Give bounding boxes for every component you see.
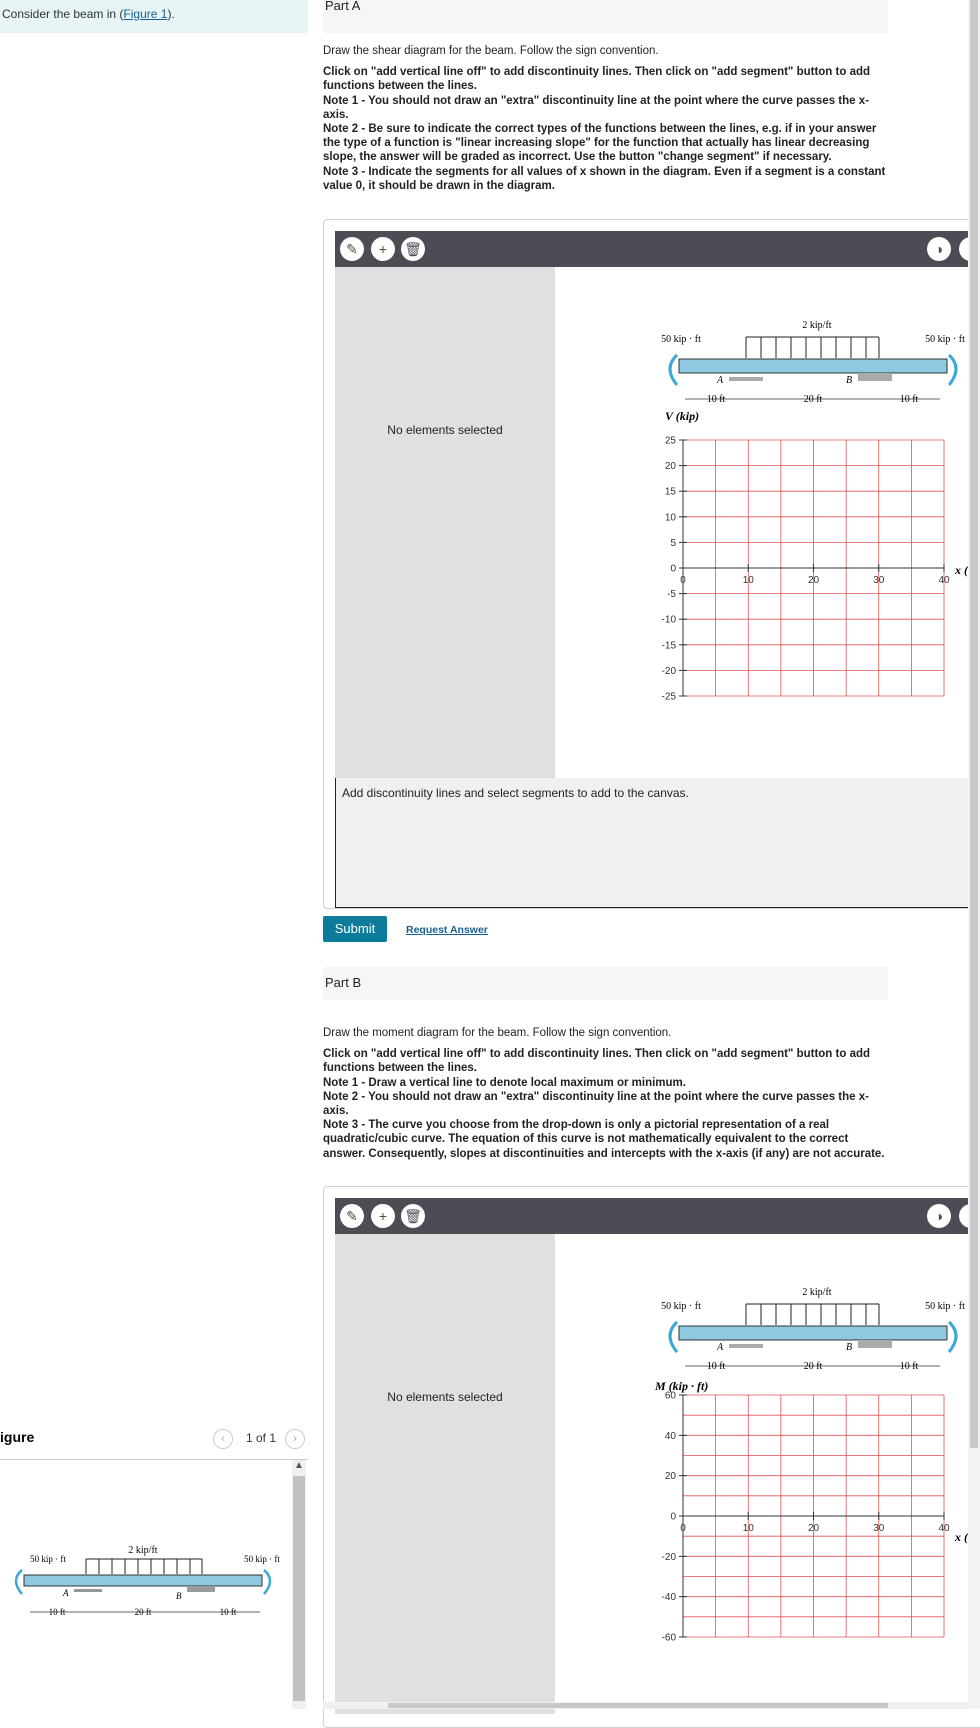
shear-y-tick-label: 15 xyxy=(664,486,676,498)
part-b-note-1: Note 1 - Draw a vertical line to denote local maximum or minimum. xyxy=(323,1076,686,1089)
part-a-note-3: Note 3 - Indicate the segments for all values of x shown in the diagram. Even if a segment is a constant value 0, it should be drawn in the diagram. xyxy=(323,165,886,192)
part-a-instruction: Draw the shear diagram for the beam. Follow the sign convention. xyxy=(323,45,659,57)
no-elements-selected: No elements selected xyxy=(387,1390,503,1404)
page-scroll-thumb[interactable] xyxy=(970,0,978,1448)
moment-y-tick-label: 40 xyxy=(664,1430,676,1442)
shear-y-tick-label: 25 xyxy=(664,435,676,447)
support-b-shape xyxy=(858,1340,892,1348)
dim-label-2: 20 ft xyxy=(803,394,823,405)
part-a-note-0: Click on "add vertical line off" to add discontinuity lines. Then click on "add segment" button to add functions between the lines. xyxy=(323,66,871,93)
shear-x-tick-label: 10 xyxy=(742,575,754,586)
part-a-toolbar xyxy=(335,231,980,267)
load-label: 2 kip/ft xyxy=(128,1545,158,1556)
intro-banner xyxy=(0,0,308,33)
dim-label-1: 10 ft xyxy=(48,1607,66,1617)
shear-y-tick-label: -25 xyxy=(661,691,676,703)
support-a-shape xyxy=(729,1344,763,1348)
shear-y-tick-label: -10 xyxy=(661,614,676,626)
beam-body xyxy=(679,359,947,373)
dim-label-3: 10 ft xyxy=(219,1607,237,1617)
page-scrollbar[interactable] xyxy=(968,0,980,1709)
moment-x-tick-label: 0 xyxy=(680,1523,686,1534)
left-moment-arrow xyxy=(670,1322,677,1352)
shear-y-tick-label: -20 xyxy=(661,665,676,677)
support-a-label: A xyxy=(63,1588,69,1598)
support-b-label: B xyxy=(846,1342,853,1353)
figure-scrollbar[interactable] xyxy=(292,1460,306,1709)
part-b-side-panel xyxy=(335,1234,555,1714)
intro-suffix: ). xyxy=(167,7,175,21)
shear-x-tick-label: 40 xyxy=(938,575,950,586)
part-a-drawing-tool xyxy=(323,219,980,909)
part-a-note-1: Note 1 - You should not draw an "extra" discontinuity line at the point where the curve passes the x-axis. xyxy=(323,94,869,121)
part-a-side-panel xyxy=(335,267,555,778)
trash-icon[interactable]: 🗑 xyxy=(401,1204,425,1228)
dim-label-3: 10 ft xyxy=(899,1361,919,1372)
moment-y-tick-label: 0 xyxy=(670,1511,676,1523)
part-a-title: Part A xyxy=(325,0,361,13)
left-moment-label: 50 kip · ft xyxy=(661,1301,701,1312)
support-b-label: B xyxy=(846,375,853,386)
shear-y-tick-label: -5 xyxy=(667,589,676,601)
shear-diagram-svg xyxy=(555,270,980,778)
figure-scroll-thumb[interactable] xyxy=(293,1476,305,1701)
moment-y-tick-label: 60 xyxy=(664,1390,676,1402)
part-b-toolbar xyxy=(335,1198,980,1234)
shear-y-tick-label: -15 xyxy=(661,640,676,652)
left-moment-label: 50 kip · ft xyxy=(30,1554,66,1564)
x-axis-label: x ( xyxy=(955,563,968,577)
figure-panel-header xyxy=(0,1425,308,1460)
hint-bulb-icon[interactable]: ◑ xyxy=(927,237,951,261)
beam-figure xyxy=(16,1545,280,1617)
right-moment-label: 50 kip · ft xyxy=(925,1301,965,1312)
intro-text xyxy=(2,7,175,21)
part-a-header[interactable] xyxy=(323,0,888,33)
support-a-label: A xyxy=(717,375,724,386)
next-figure-icon[interactable]: › xyxy=(285,1429,305,1449)
moment-y-tick-label: -20 xyxy=(661,1551,676,1563)
submit-button[interactable]: Submit xyxy=(323,916,387,942)
dim-label-1: 10 ft xyxy=(706,394,726,405)
dim-label-2: 20 ft xyxy=(134,1607,152,1617)
support-a-label: A xyxy=(717,1342,724,1353)
add-vertical-line-icon[interactable]: ✎ xyxy=(340,1204,364,1228)
left-moment-label: 50 kip · ft xyxy=(661,334,701,345)
right-moment-arrow xyxy=(949,1322,956,1352)
distributed-load-arrows xyxy=(746,337,879,358)
shear-y-tick-label: 10 xyxy=(664,512,676,524)
horizontal-scroll-thumb[interactable] xyxy=(388,1703,888,1708)
trash-icon[interactable]: 🗑 xyxy=(401,237,425,261)
support-b-shape xyxy=(187,1586,215,1592)
part-b-canvas[interactable] xyxy=(555,1237,980,1714)
right-moment-arrow xyxy=(949,355,956,385)
figure-title: igure xyxy=(0,1429,35,1445)
request-answer-link[interactable]: Request Answer xyxy=(406,924,488,936)
shear-y-tick-label: 20 xyxy=(664,461,676,473)
part-b-drawing-tool xyxy=(323,1186,980,1728)
shear-x-tick-label: 0 xyxy=(680,575,686,586)
part-a-beam xyxy=(661,320,965,405)
moment-grid xyxy=(662,1391,950,1644)
distributed-load-arrows xyxy=(746,1304,879,1325)
right-moment-arrow xyxy=(264,1570,270,1594)
part-a-message-area xyxy=(335,778,980,908)
part-b-note-2: Note 2 - You should not draw an "extra" discontinuity line at the point where the curve passes the x-axis. xyxy=(323,1090,869,1118)
prev-figure-icon[interactable]: ‹ xyxy=(213,1429,233,1449)
part-b-header[interactable] xyxy=(323,967,888,1000)
dim-label-1: 10 ft xyxy=(706,1361,726,1372)
part-b-instructions xyxy=(323,1026,888,1161)
left-moment-arrow xyxy=(670,355,677,385)
beam-body xyxy=(679,1326,947,1340)
support-b-label: B xyxy=(176,1591,182,1601)
moment-y-tick-label: -60 xyxy=(661,1632,676,1644)
shear-x-tick-label: 30 xyxy=(873,575,885,586)
y-axis-label: M (kip · ft) xyxy=(655,1379,709,1393)
intro-prefix: Consider the beam in ( xyxy=(2,7,124,21)
moment-x-tick-label: 40 xyxy=(938,1523,950,1534)
horizontal-scrollbar[interactable] xyxy=(323,1702,968,1709)
part-b-note-3: Note 3 - The curve you choose from the drop-down is only a pictorial representation of a real quadratic/cubic curve. The equation of this curve is not mathematically equivalent to the correct answer. Consequently, slopes at discontinuities and intercepts with the x-axis (if any) are not accurate. xyxy=(323,1119,885,1160)
add-segment-icon[interactable]: + xyxy=(371,237,395,261)
part-a-canvas[interactable] xyxy=(555,270,980,778)
add-segment-icon[interactable]: + xyxy=(371,1204,395,1228)
add-vertical-line-icon[interactable]: ✎ xyxy=(340,237,364,261)
shear-y-tick-label: 5 xyxy=(670,537,676,549)
figure-beam-diagram xyxy=(0,1540,290,1620)
moment-x-tick-label: 30 xyxy=(873,1523,885,1534)
shear-x-tick-label: 20 xyxy=(807,575,820,586)
part-b-beam xyxy=(661,1287,965,1372)
part-b-title: Part B xyxy=(325,975,362,990)
figure-link[interactable]: Figure 1 xyxy=(123,7,168,21)
no-elements-selected: No elements selected xyxy=(387,423,503,437)
moment-y-tick-label: 20 xyxy=(664,1471,676,1483)
dim-label-2: 20 ft xyxy=(803,1361,823,1372)
left-moment-arrow xyxy=(16,1570,22,1594)
support-a-shape xyxy=(74,1589,102,1592)
support-b-shape xyxy=(858,373,892,381)
load-label: 2 kip/ft xyxy=(802,320,832,331)
part-b-note-0: Click on "add vertical line off" to add discontinuity lines. Then click on "add segment" button to add functions between the lines. xyxy=(323,1048,871,1075)
dim-label-3: 10 ft xyxy=(899,394,919,405)
y-axis-label: V (kip) xyxy=(665,409,700,423)
scroll-up-icon[interactable]: ▲ xyxy=(294,1460,304,1471)
right-moment-label: 50 kip · ft xyxy=(244,1554,280,1564)
moment-x-tick-label: 20 xyxy=(807,1523,820,1534)
shear-grid xyxy=(662,436,950,703)
moment-diagram-svg xyxy=(555,1237,980,1714)
distributed-load-arrows xyxy=(86,1559,202,1574)
moment-x-tick-label: 10 xyxy=(742,1523,754,1534)
right-moment-label: 50 kip · ft xyxy=(925,334,965,345)
part-b-instruction: Draw the moment diagram for the beam. Follow the sign convention. xyxy=(323,1027,672,1039)
part-a-instructions xyxy=(323,44,888,193)
bottom-message: Add discontinuity lines and select segments to add to the canvas. xyxy=(342,786,689,800)
beam-body xyxy=(24,1575,262,1586)
x-axis-label: x ( xyxy=(955,1530,968,1544)
figure-counter: 1 of 1 xyxy=(246,1431,277,1445)
load-label: 2 kip/ft xyxy=(802,1287,832,1298)
part-a-note-2: Note 2 - Be sure to indicate the correct types of the functions between the lines, e.g. if in your answer the type of a function is "linear increasing slope" for the function that actually has linear decreasing slope, the answer will be graded as incorrect. Use the button "change segment" if necessary. xyxy=(323,123,877,164)
support-a-shape xyxy=(729,377,763,381)
moment-y-tick-label: -40 xyxy=(661,1592,676,1604)
hint-bulb-icon[interactable]: ◑ xyxy=(927,1204,951,1228)
shear-y-tick-label: 0 xyxy=(670,563,676,575)
